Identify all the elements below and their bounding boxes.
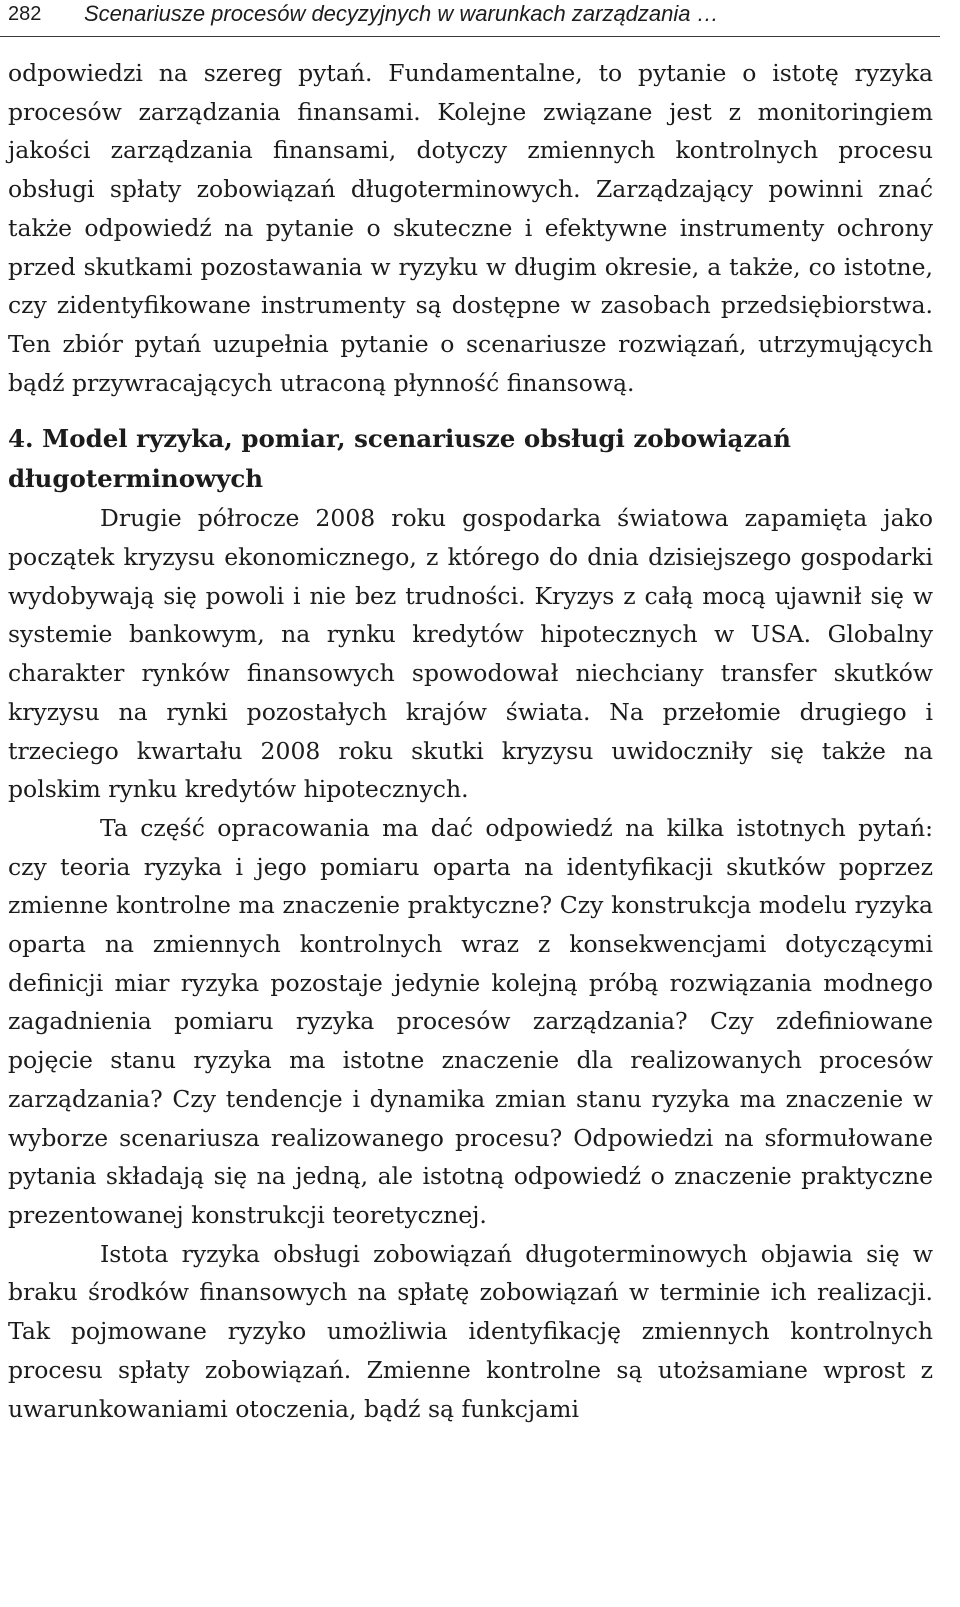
running-title: Scenariusze procesów decyzyjnych w warunkach zarządzania … xyxy=(84,1,719,26)
paragraph-questions: Ta część opracowania ma dać odpowiedź na kilka istotnych pytań: czy teoria ryzyka i jego pomiaru oparta na identyfikacji skutków poprzez zmienne kontrolne ma znaczenie praktyczne? Czy konstrukcja modelu ryzyka oparta na zmiennych kontrolnych wraz z konsekwencjami dotyczącymi definicji miar ryzyka pozostaje jedynie kolejną próbą rozwiązania modnego zagadnienia pomiaru ryzyka procesów zarządzania? Czy zdefiniowane pojęcie stanu ryzyka ma istotne znaczenie dla realizowanych procesów zarządzania? Czy tendencje i dynamika zmian stanu ryzyka ma znaczenie w wyborze scenariusza realizowanego procesu? Odpowiedzi na sformułowane pytania składają się na jedną, ale istotną odpowiedź o znaczenie praktyczne prezentowanej konstrukcji teoretycznej. xyxy=(8,813,933,1229)
paragraph-continued: odpowiedzi na szereg pytań. Fundamentalne, to pytanie o istotę ryzyka procesów zarządzania finansami. Kolejne związane jest z monitoringiem jakości zarządzania finansami, dotyczy zmiennych kontrolnych procesu obsługi spłaty zobowiązań długoterminowych. Zarządzający powinni znać także odpowiedź na pytanie o skuteczne i efektywne instrumenty ochrony przed skutkami pozostawania w ryzyku w długim okresie, a także, co istotne, czy zidentyfikowane instrumenty są dostępne w zasobach przedsiębiorstwa. Ten zbiór pytań uzupełnia pytanie o scenariusze rozwiązań, utrzymujących bądź przywracających utraconą płynność finansową. xyxy=(8,59,933,397)
body-text xyxy=(8,54,933,1428)
page-number: 282 xyxy=(8,3,42,25)
running-header xyxy=(0,0,940,37)
paragraph-risk-essence: Istota ryzyka obsługi zobowiązań długoterminowych objawia się w braku środków finansowych na spłatę zobowiązań w terminie ich realizacji. Tak pojmowane ryzyko umożliwia identyfikację zmiennych kontrolnych procesu spłaty zobowiązań. Zmienne kontrolne są utożsamiane wprost z uwarunkowaniami otoczenia, bądź są funkcjami xyxy=(8,1239,933,1423)
section-heading: 4. Model ryzyka, pomiar, scenariusze obsługi zobowiązań długoterminowych xyxy=(8,424,791,494)
paragraph-crisis: Drugie półrocze 2008 roku gospodarka światowa zapamięta jako początek kryzysu ekonomicznego, z którego do dnia dzisiejszego gospodarki wydobywają się powoli i nie bez trudności. Kryzys z całą mocą ujawnił się w systemie bankowym, na rynku kredytów hipotecznych w USA. Globalny charakter rynków finansowych spowodował niechciany transfer skutków kryzysu na rynki pozostałych krajów świata. Na przełomie drugiego i trzeciego kwartału 2008 roku skutki kryzysu uwidoczniły się także na polskim rynku kredytów hipotecznych. xyxy=(8,504,933,804)
